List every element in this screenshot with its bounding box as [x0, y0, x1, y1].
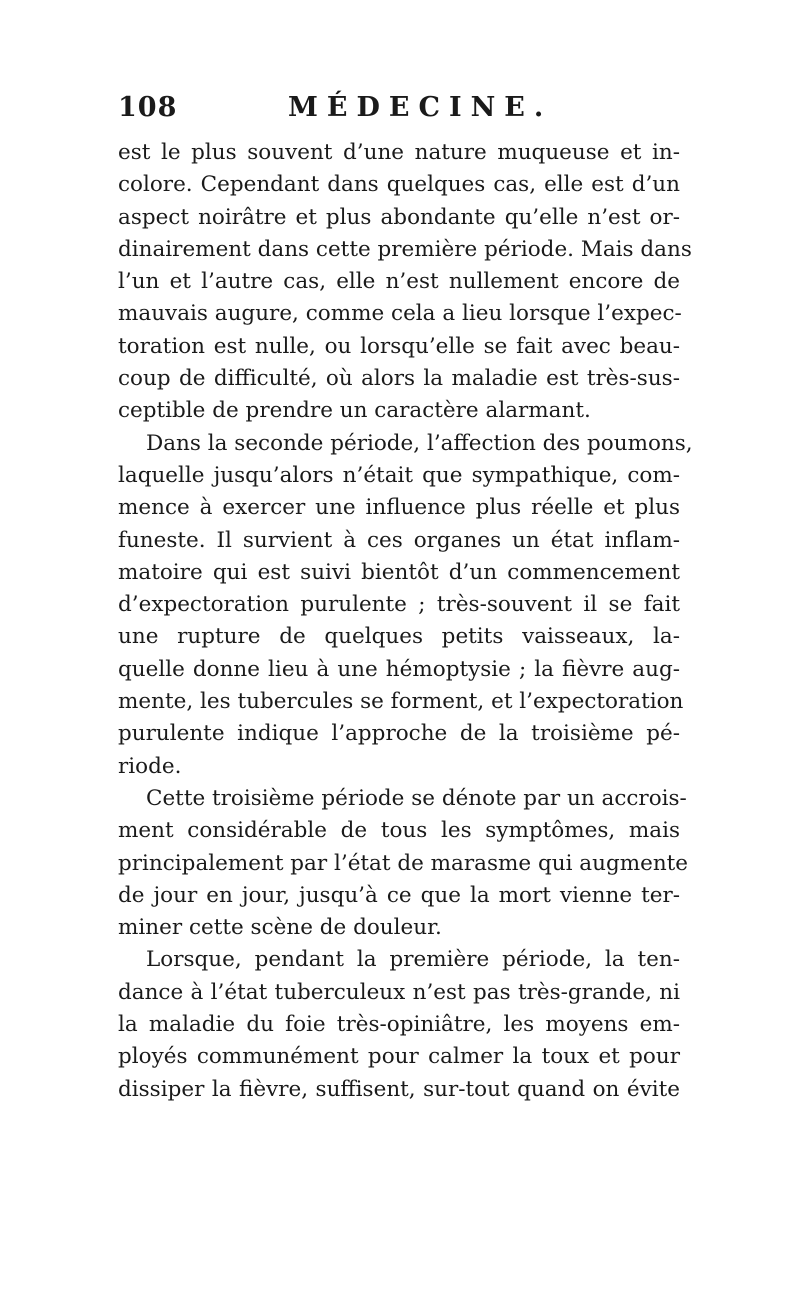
text-line: mente, les tubercules se forment, et l’expectoration [118, 689, 684, 715]
text-line: est le plus souvent d’une nature muqueuse et in- [118, 140, 680, 165]
text-line: dance à l’état tuberculeux n’est pas très-grande, ni [118, 979, 680, 1005]
text-line: coup de difficulté, où alors la maladie est très-sus- [118, 366, 680, 392]
text-line: riode. [118, 753, 182, 779]
text-line: Dans la seconde période, l’affection des poumons, [146, 430, 693, 456]
text-line: mence à exercer une influence plus réelle et plus [118, 495, 680, 521]
text-line: dissiper la fièvre, suffisent, sur-tout quand on évite [118, 1076, 680, 1102]
text-line: purulente indique l’approche de la troisième pé- [118, 721, 680, 747]
text-line: ployés communément pour calmer la toux et pour [118, 1044, 680, 1070]
text-line: matoire qui est suivi bientôt d’un commencement [118, 559, 680, 585]
text-line: dinairement dans cette première période. Mais dans [118, 236, 692, 262]
text-line: Lorsque, pendant la première période, la ten- [146, 947, 680, 973]
text-line: une rupture de quelques petits vaisseaux, la- [118, 624, 680, 650]
body-text [118, 137, 693, 1106]
text-line: funeste. Il survient à ces organes un état inflam- [118, 527, 680, 553]
page-number: 108 [118, 92, 178, 123]
text-line: de jour en jour, jusqu’à ce que la mort vienne ter- [118, 882, 680, 908]
running-title: MÉDECINE. [288, 92, 553, 123]
text-line: mauvais augure, comme cela a lieu lorsque l’expec- [118, 301, 682, 327]
running-head [118, 92, 688, 132]
text-line: colore. Cependant dans quelques cas, elle est d’un [118, 172, 680, 198]
text-line: miner cette scène de douleur. [118, 915, 442, 941]
text-line: Cette troisième période se dénote par un accrois- [146, 785, 687, 811]
text-line: aspect noirâtre et plus abondante qu’elle n’est or- [118, 204, 680, 230]
text-line: laquelle jusqu’alors n’était que sympathique, com- [118, 462, 680, 488]
text-line: ceptible de prendre un caractère alarmant. [118, 398, 591, 424]
text-line: toration est nulle, ou lorsqu’elle se fait avec beau- [118, 333, 680, 359]
text-line: l’un et l’autre cas, elle n’est nullement encore de [118, 269, 680, 295]
text-line: quelle donne lieu à une hémoptysie ; la fièvre aug- [118, 656, 680, 682]
text-line: principalement par l’état de marasme qui augmente [118, 850, 689, 876]
text-line: ment considérable de tous les symptômes, mais [118, 818, 680, 844]
text-line: la maladie du foie très-opiniâtre, les moyens em- [118, 1012, 680, 1038]
text-line: d’expectoration purulente ; très-souvent il se fait [118, 592, 680, 618]
